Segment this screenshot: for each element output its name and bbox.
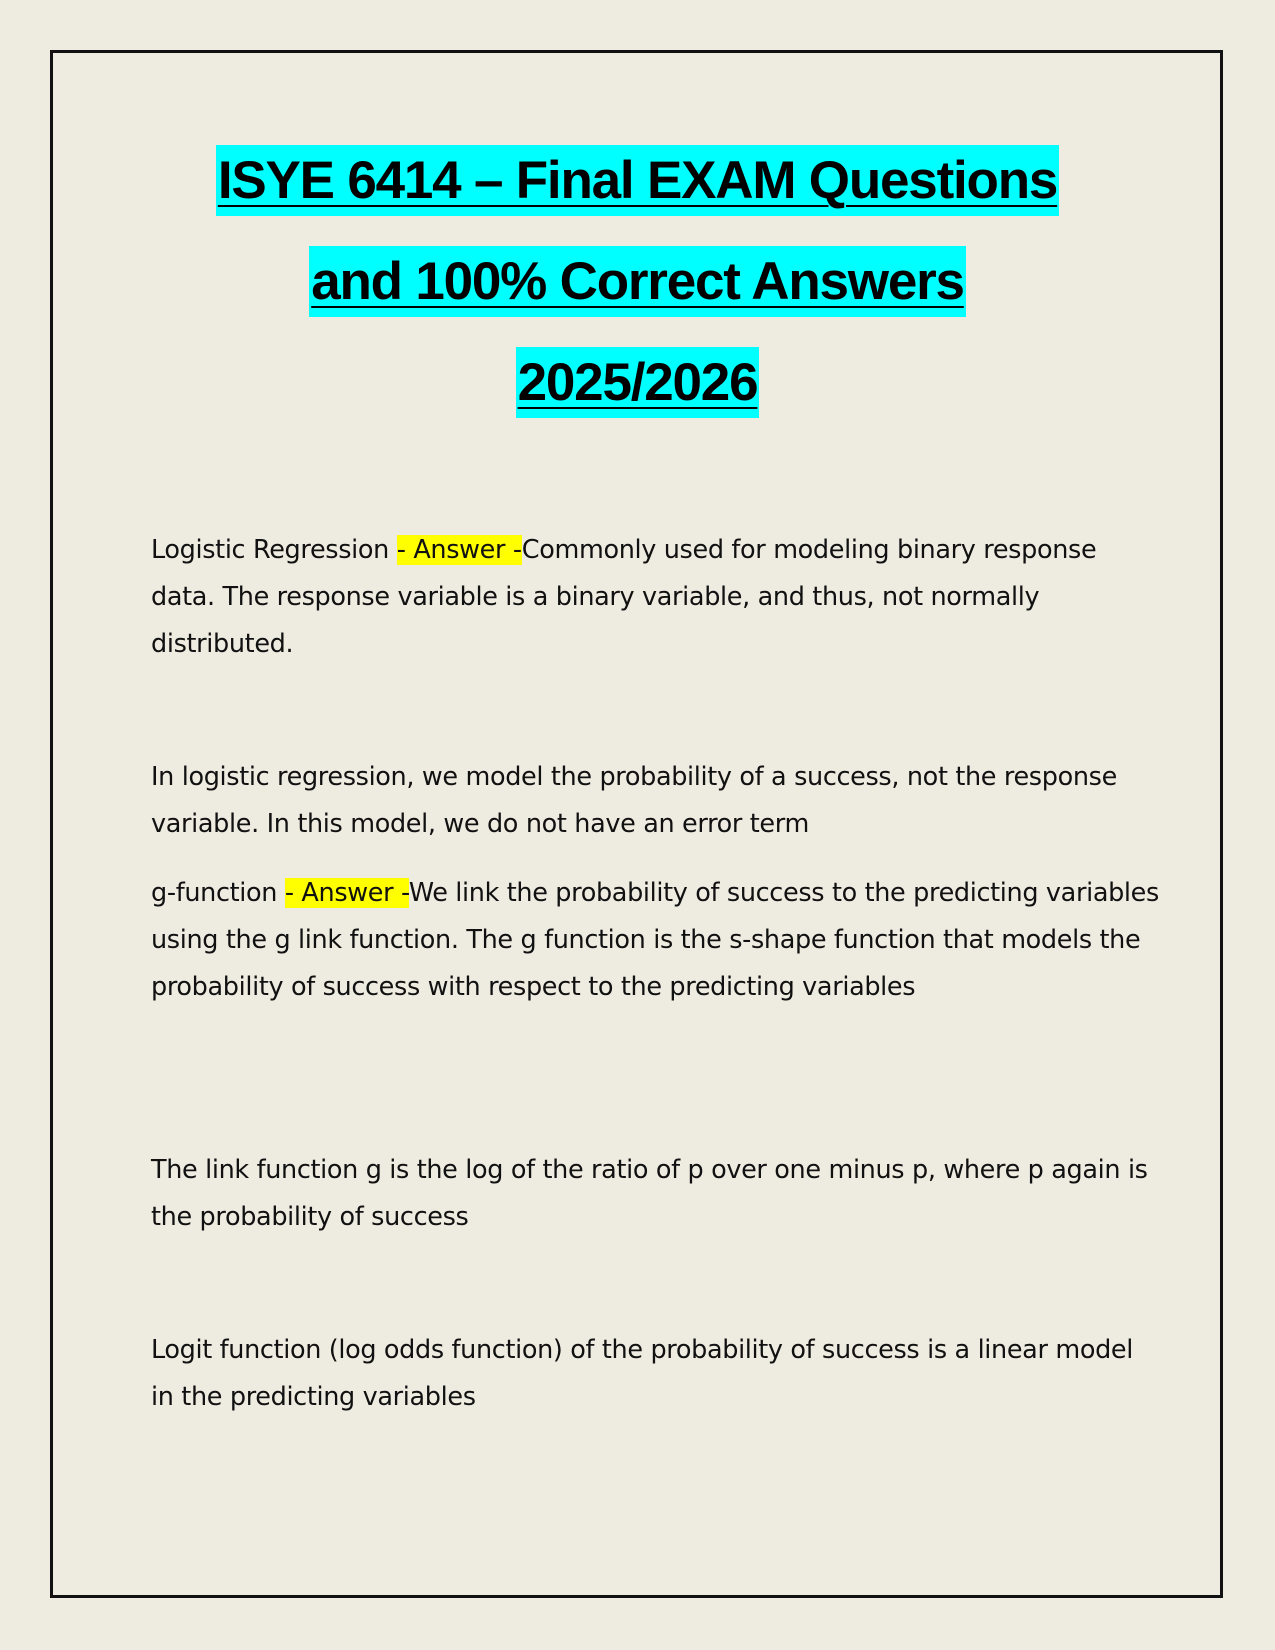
entry-link-function bbox=[151, 1147, 1161, 1241]
answer-marker: - Answer - bbox=[284, 878, 409, 908]
title-line-2-text: and 100% Correct Answers bbox=[309, 246, 966, 317]
entry-term: Logistic Regression bbox=[151, 535, 397, 565]
entry-answer: Commonly used for modeling binary response data. The response variable is a binary variable, and thus, not normally distributed. bbox=[151, 535, 1097, 659]
title-line-2 bbox=[60, 251, 1215, 312]
entry-text: Logit function (log odds function) of the probability of success is a linear model in the predicting variables bbox=[151, 1335, 1133, 1412]
entry-answer: We link the probability of success to the predicting variables using the g link function. The g function is the s-shape function that models the probability of success with respect to the predicting variables bbox=[151, 878, 1159, 1002]
answer-marker: - Answer - bbox=[396, 535, 522, 565]
title-line-3 bbox=[60, 352, 1215, 413]
entry-g-function bbox=[151, 870, 1161, 1011]
entry-term: g-function bbox=[151, 878, 285, 908]
title-line-1 bbox=[60, 150, 1215, 211]
entry-logit-function bbox=[151, 1327, 1161, 1421]
title-line-3-text: 2025/2026 bbox=[516, 347, 760, 418]
entry-logistic-regression bbox=[151, 527, 1161, 668]
title-line-1-text: ISYE 6414 – Final EXAM Questions bbox=[216, 145, 1059, 216]
entry-text: In logistic regression, we model the probability of a success, not the response variable. In this model, we do not have an error term bbox=[151, 762, 1117, 839]
entry-logistic-note bbox=[151, 754, 1161, 848]
entry-text: The link function g is the log of the ratio of p over one minus p, where p again is the probability of success bbox=[151, 1155, 1148, 1232]
